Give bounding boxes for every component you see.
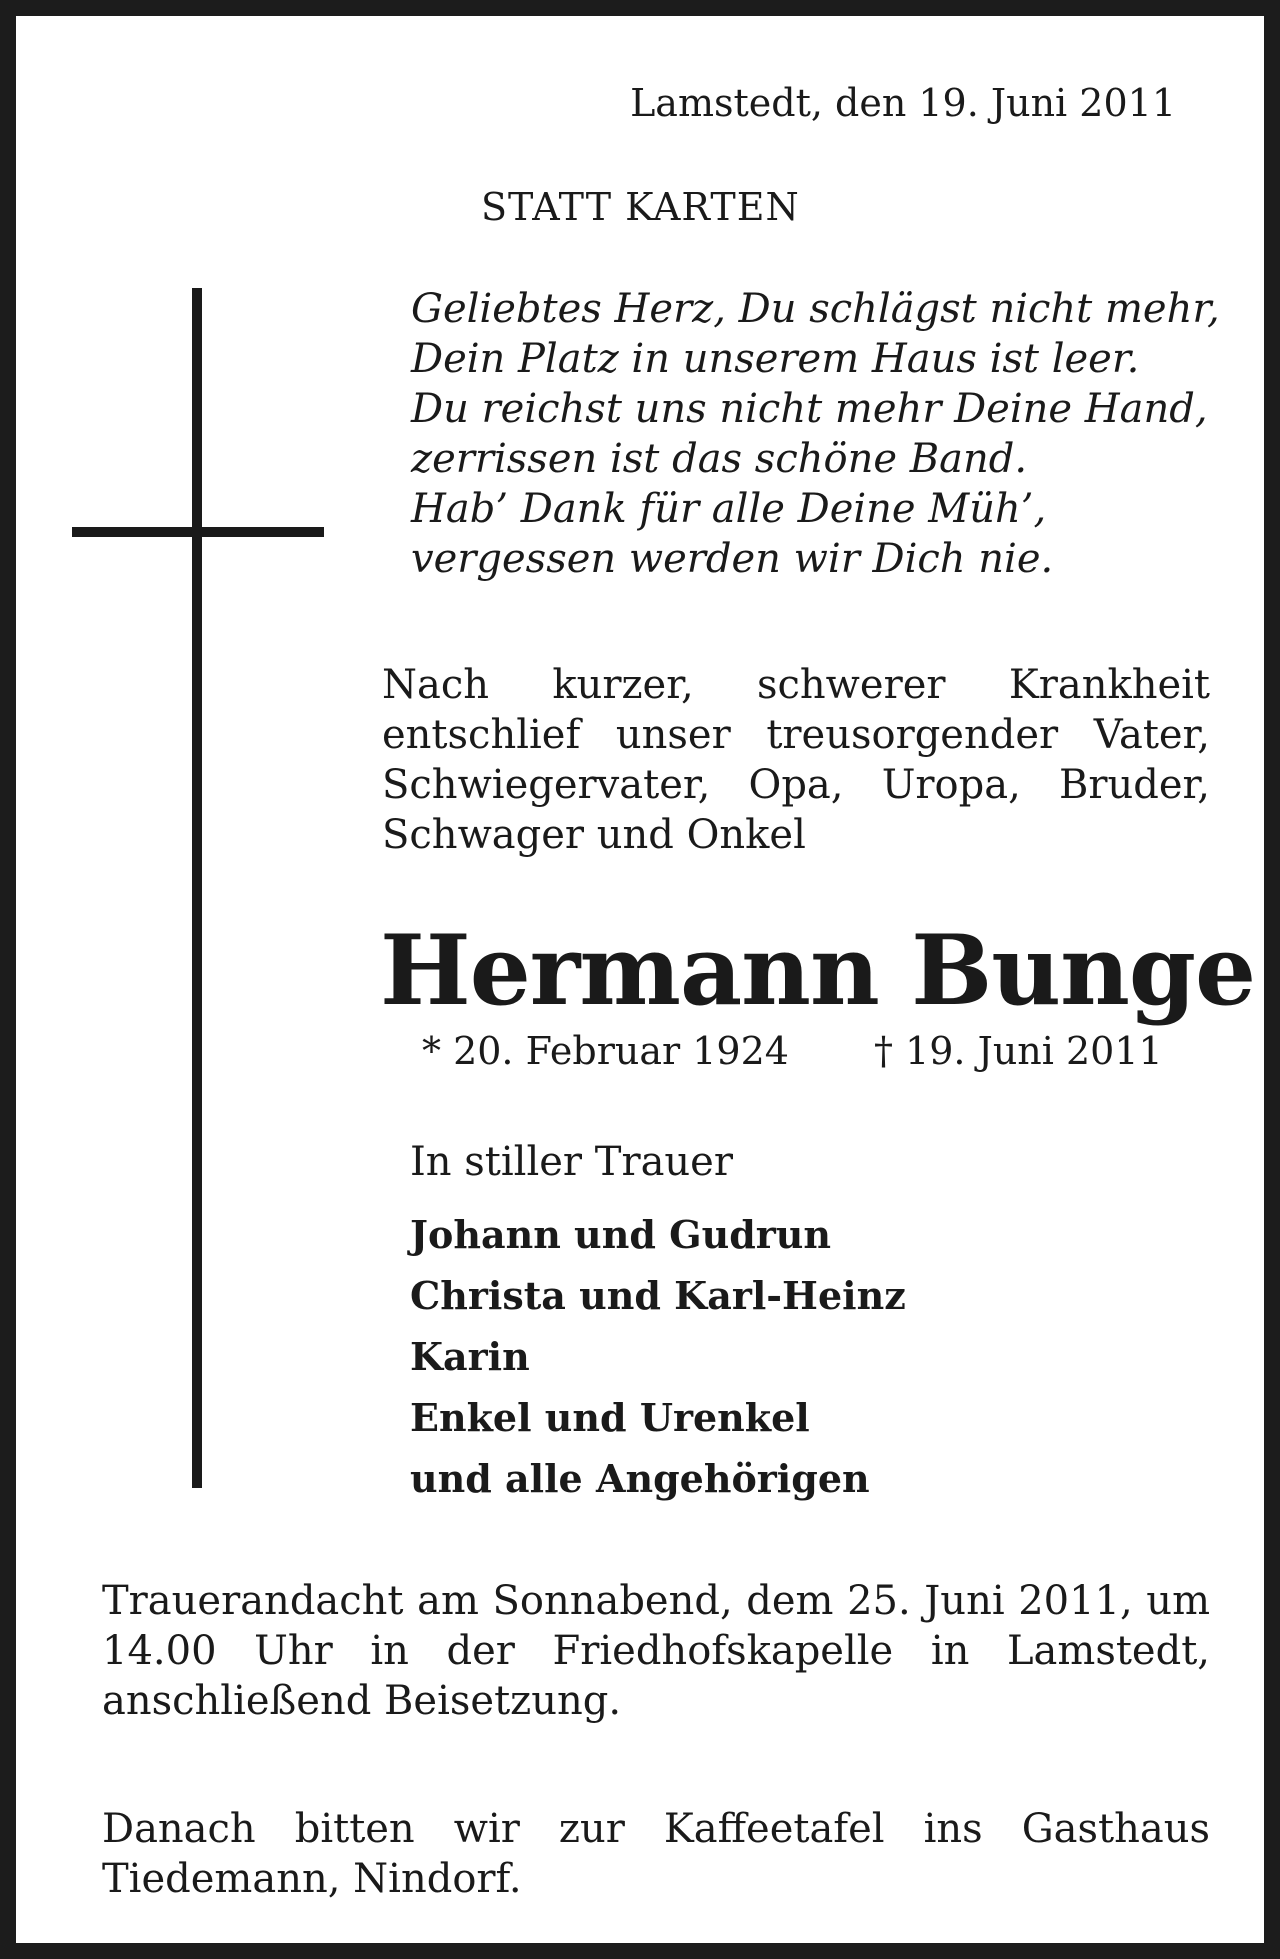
poem-line: Geliebtes Herz, Du schlägst nicht mehr,	[411, 286, 1220, 332]
birth-date: * 20. Februar 1924	[422, 1029, 789, 1073]
funeral-service-info: Trauerandacht am Sonnabend, dem 25. Juni 2011, um 14.00 Uhr in der Friedhofskapelle in Lamstedt, anschließend Beisetzung.	[102, 1578, 1210, 1724]
cross-icon-vertical-bar	[192, 288, 202, 1488]
mourner-name: und alle Angehörigen	[410, 1456, 870, 1501]
mourning-heading: In stiller Trauer	[410, 1139, 733, 1185]
statt-karten-heading: STATT KARTEN	[481, 185, 800, 229]
mourner-name: Johann und Gudrun	[410, 1212, 832, 1257]
poem-line: Hab’ Dank für alle Deine Müh’,	[411, 486, 1047, 532]
mourner-name: Enkel und Urenkel	[410, 1395, 810, 1440]
mourner-name: Christa und Karl-Heinz	[410, 1273, 906, 1318]
memorial-poem	[411, 284, 1220, 584]
poem-line: vergessen werden wir Dich nie.	[411, 536, 1054, 582]
poem-line: Dein Platz in unserem Haus ist leer.	[411, 336, 1140, 382]
cross-icon-horizontal-bar	[72, 527, 324, 537]
death-date: † 19. Juni 2011	[874, 1029, 1163, 1073]
reception-info: Danach bitten wir zur Kaffeetafel ins Gasthaus Tiedemann, Nindorf.	[102, 1806, 1210, 1902]
poem-line: Du reichst uns nicht mehr Deine Hand,	[411, 386, 1208, 432]
place-date: Lamstedt, den 19. Juni 2011	[630, 81, 1176, 125]
death-announcement-text: Nach kurzer, schwerer Krankheit entschlief unser treusorgender Vater, Schwiegervater, Opa, Uropa, Bruder, Schwager und Onkel	[382, 662, 1210, 858]
mourner-name: Karin	[410, 1334, 530, 1379]
poem-line: zerrissen ist das schöne Band.	[411, 436, 1028, 482]
deceased-name: Hermann Bunge	[380, 914, 1256, 1027]
mourners-list	[410, 1204, 906, 1509]
